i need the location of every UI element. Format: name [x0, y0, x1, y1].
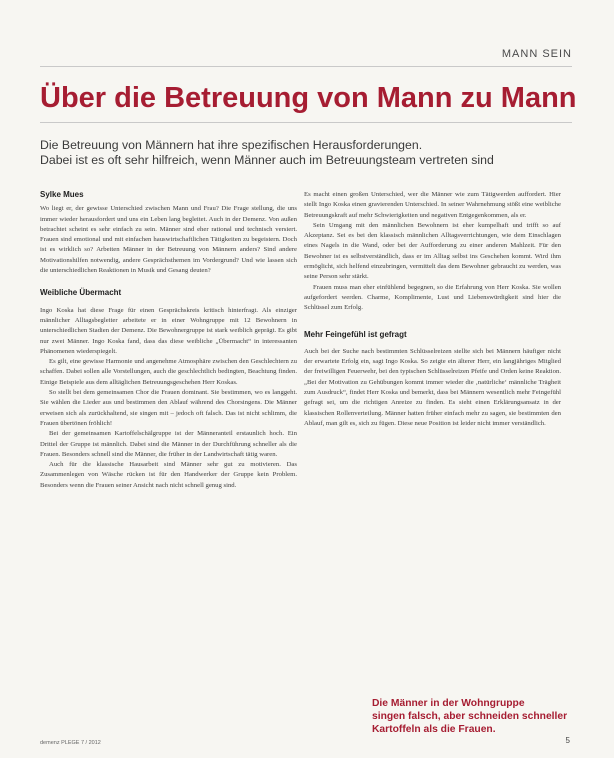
body-paragraph: So stellt bei dem gemeinsamen Chor die Frauen dominant. Sie bestimmen, wo es langgeht. Sie wählen die Lieder aus und bestimmen den Ablauf während des Chorsingens. Die Männer erweisen sich als zurückhaltend, sie singen mit – jedoch oft falsch. Das ist nicht schlimm, die Frauen übertönen fröhlich! — [40, 389, 297, 427]
page-number: 5 — [565, 736, 570, 745]
body-paragraph: Ingo Koska hat diese Frage für einen Gesprächskreis kritisch hinterfragt. Als einziger männlicher Alltagsbegleiter arbeitete er in einer Wohngruppe mit 12 Bewohnern in unterschiedlichen Stadien der Demenz. Die Bewohnergruppe ist stark weiblich geprägt. Es gibt nur zwei Männer. Ingo Koska fand, dass das diese weibliche „Übermacht“ in interessanten Phänomenen wiederspiegelt. — [40, 306, 297, 355]
top-divider — [40, 66, 572, 67]
body-paragraph: Wo liegt er, der gewisse Unterschied zwischen Mann und Frau? Die Frage stellung, die uns immer wieder herausfordert und uns ein Leben lang begleitet. Auch in der Demenz. Von außen betrachtet scheint es sehr einfach zu sein. Männer sind eher rational und technisch versiert. Frauen sind emotional und mit einfachen hauswirtschaftlichen Tätigkeiten zu begeistern. Doch ist es wirklich so? Arbeiten Männer in der Betreuung von Männern anders? Sind andere Motivationshilfen notwendig, andere Gesprächsthemen im Vordergrund? Und wie lassen sich die unterschiedlichen Reaktionen in Musik und Gesang deuten? — [40, 205, 297, 275]
body-paragraph: Frauen muss man eher einfühlend begegnen, so die Erfahrung von Herr Koska. Sie wollen aufgefordert werden. Charme, Komplimente, Lust und Liebenswürdigkeit sind hier die Schlüssel zum Erfolg. — [304, 283, 561, 312]
body-paragraph: Auch bei der Suche nach bestimmten Schlüsselreizen stellte sich bei Männern häufiger nicht der erwartete Erfolg ein, sagt Ingo Koska. So zeigte ein älterer Herr, ein langjähriges Mitglied der freiwilligen Feuerwehr, bei den typischen Schlüsselreizen Pfeife und Orden keine Reaktion. „Bei der Motivation zu Gehübungen kommt immer wieder die ‚natürliche‘ männliche Trägheit zum Ausdruck“, findet Herr Koska und bemerkt, dass bei Männern wesentlich mehr Feingefühl gefragt sei, um die richtigen Anreize zu finden. Es sieht einen Erklärungsansatz in der klassischen Rollenverteilung. Männer hatten früher einfach mehr zu sagen, sie bestimmten den Ablauf, man gilt es, sich zu fügen. Diese neue Position ist leider nicht immer verständlich. — [304, 347, 561, 427]
section-label: MANN SEIN — [501, 48, 572, 60]
body-paragraph: Auch für die klassische Hausarbeit sind Männer sehr gut zu motivieren. Das Zusammenlegen von Wäsche rücken ist für den Handwerker der Gruppe kein Problem. Besonders wenn die Frauen seiner Ansicht nach nicht schnell genug sind. — [40, 461, 297, 489]
subheading: Weibliche Übermacht — [40, 288, 122, 298]
pull-quote — [372, 697, 582, 736]
pull-quote-line: singen falsch, aber schneiden schneller — [372, 711, 568, 722]
author-name: Sylke Mues — [40, 190, 84, 199]
intro-line: Die Betreuung von Männern hat ihre spezifischen Herausforderungen. — [40, 138, 423, 152]
intro-line: Dabei ist es oft sehr hilfreich, wenn Männer auch im Betreuungsteam vertreten sind — [40, 153, 494, 167]
body-paragraph: Es macht einen großen Unterschied, wer die Männer wie zum Tätigwerden auffordert. Hier stellt Ingo Koska einen gravierenden Unterschied. In seiner Wahrnehmung stößt eine weibliche Betreuungskraft auf mehr Schwierigkeiten und negativen Entgegenkommen, als er. — [304, 191, 561, 219]
pull-quote-line: Die Männer in der Wohngruppe — [372, 698, 525, 709]
pull-quote-line: Kartoffeln als die Frauen. — [372, 724, 496, 735]
article-title: Über die Betreuung von Mann zu Mann — [40, 82, 577, 114]
title-divider — [40, 122, 572, 123]
article-intro — [40, 138, 575, 168]
subheading: Mehr Feingefühl ist gefragt — [304, 329, 407, 339]
right-column — [304, 190, 561, 429]
body-paragraph: Bei der gemeinsamen Kartoffelschälgruppe ist der Männeranteil erstaunlich hoch. Ein Drittel der Gruppe ist männlich. Dabei sind die Männer in der Durchführung schneller als die Frauen. Besonders schnell sind die Männer, die früher in der Landwirtschaft tätig waren. — [40, 430, 297, 458]
body-paragraph: Es gilt, eine gewisse Harmonie und angenehme Atmosphäre zwischen den Geschlechtern zu schaffen. Dabei sollen alle Vorstellungen, auch die geschlechtlich bedingten, Beachtung finden. Einige Beispiele aus dem alltäglichen Betreuungsgeschehen Herr Koskas. — [40, 358, 297, 386]
body-paragraph: Sein Umgang mit den männlichen Bewohnern ist eher kumpelhaft und trifft so auf Akzeptanz. Sei es bei den klassisch männlichen Alltagsverrichtungen, wie dem Einschlagen eines Nagels in die Wand, oder bei der Aufforderung zu einer anderen Mahlzeit. Für den Bewohner ist es selbstverständlich, dass er im Alltag selbst ins Geschehen kommt. Wird ihm ermöglicht, sich helfend einzubringen, vermittelt das dem Bewohner gebraucht zu werden, was seine Person sehr stärkt. — [304, 221, 561, 281]
left-column — [40, 190, 297, 491]
footer-publication: demenz PLEGE 7 / 2012 — [40, 740, 101, 746]
